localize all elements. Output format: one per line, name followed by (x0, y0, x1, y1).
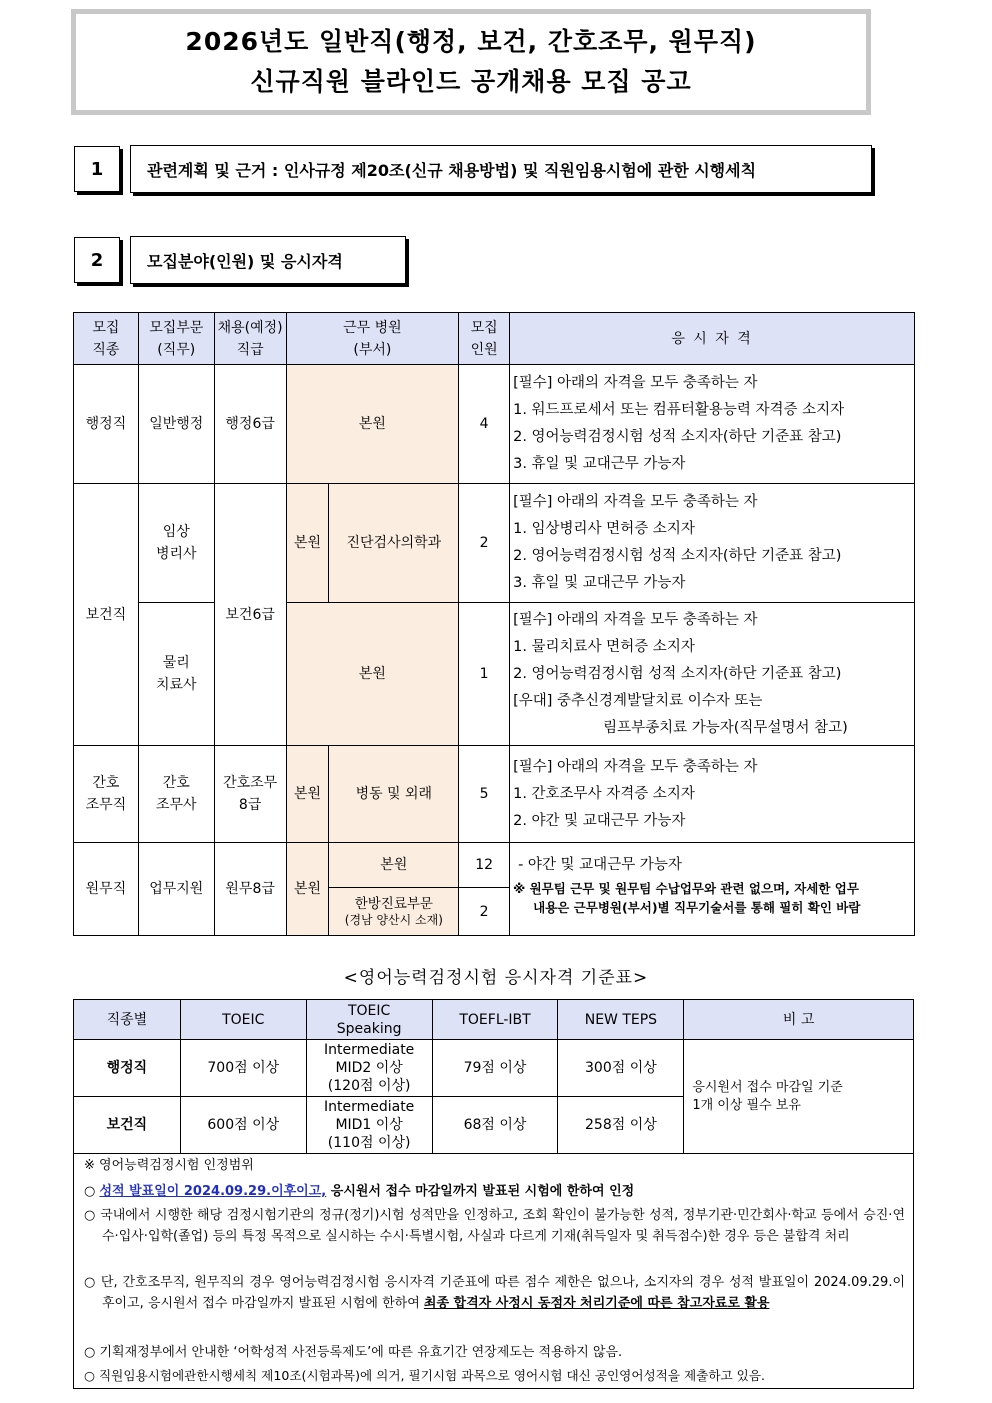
eng-header-speaking: TOEIC Speaking (306, 1000, 432, 1040)
office-count-1: 12 (459, 843, 510, 888)
physio-hospital: 본원 (286, 603, 459, 746)
physio-qualification: [필수] 아래의 자격을 모두 충족하는 자 1. 물리치료사 면허증 소지자 2. 영어능력검정시험 성적 소지자(하단 기준표 참고) [우대] 중추신경계발달치료 이수자 또는 림프부종치료 가능자(직무설명서 참고) (510, 603, 915, 746)
header-row (74, 313, 915, 365)
nurse-hospital: 본원 (286, 746, 329, 843)
header-dept: 모집부문 (직무) (138, 313, 214, 365)
title-line-2: 신규직원 블라인드 공개채용 모집 공고 (250, 67, 692, 96)
clinical-dept: 임상 병리사 (138, 484, 214, 603)
office-qualification: - 야간 및 교대근무 가능자 ※ 원무팀 근무 및 원무팀 수납업무와 관련 없으며, 자세한 업무 내용은 근무병원(부서)별 직무기술서를 통해 필히 확인 바람 (510, 843, 915, 936)
eng-admin-speaking: Intermediate MID2 이상 (120점 이상) (306, 1040, 432, 1097)
clinical-unit: 진단검사의학과 (329, 484, 459, 603)
table-row-physio (74, 603, 915, 746)
eng-health-speaking: Intermediate MID1 이상 (110점 이상) (306, 1097, 432, 1154)
office-unit-1: 본원 (329, 843, 459, 888)
office-grade: 원무8급 (214, 843, 286, 936)
admin-qualification: [필수] 아래의 자격을 모두 충족하는 자 1. 워드프로세서 또는 컴퓨터활용능력 자격증 소지자 2. 영어능력검정시험 성적 소지자(하단 기준표 참고) 3. 휴일 및 교대근무 가능자 (510, 365, 915, 484)
clinical-qualification: [필수] 아래의 자격을 모두 충족하는 자 1. 임상병리사 면허증 소지자 2. 영어능력검정시험 성적 소지자(하단 기준표 참고) 3. 휴일 및 교대근무 가능자 (510, 484, 915, 603)
physio-dept: 물리 치료사 (138, 603, 214, 746)
eng-health-job: 보건직 (74, 1097, 181, 1154)
nurse-grade: 간호조무 8급 (214, 746, 286, 843)
table-row-admin (74, 365, 915, 484)
eng-header-teps: NEW TEPS (558, 1000, 684, 1040)
english-notes (73, 1154, 914, 1389)
section-1-number: 1 (74, 146, 120, 192)
clinical-count: 2 (459, 484, 510, 603)
health-jobtype: 보건직 (74, 484, 139, 746)
eng-admin-job: 행정직 (74, 1040, 181, 1097)
eng-header-remark: 비 고 (684, 1000, 914, 1040)
eng-header-toefl: TOEFL-IBT (432, 1000, 558, 1040)
nurse-jobtype: 간호 조무직 (74, 746, 139, 843)
admin-count: 4 (459, 365, 510, 484)
english-requirement-table (73, 999, 914, 1154)
admin-hospital: 본원 (286, 365, 459, 484)
header-qualification: 응 시 자 격 (510, 313, 915, 365)
nurse-dept: 간호 조무사 (138, 746, 214, 843)
admin-dept: 일반행정 (138, 365, 214, 484)
eng-health-toeic: 600점 이상 (180, 1097, 306, 1154)
office-dept: 업무지원 (138, 843, 214, 936)
note-item-2: ○ 국내에서 시행한 해당 검정시험기관의 정규(정기)시험 성적만을 인정하고, 조회 확인이 불가능한 성적, 정부기관·민간회사·학교 등에서 승진·연수·입사·입학(졸업) 등의 특정 목적으로 실시하는 수시·특별시험, 사실과 다르게 기재(취득일자 및 취득점수)한 경우 등은 불합격 처리 (84, 1208, 906, 1244)
health-grade: 보건6급 (214, 484, 286, 746)
header-grade: 채용(예정) 직급 (214, 313, 286, 365)
note-heading: ※ 영어능력검정시험 인정범위 (84, 1158, 254, 1173)
header-jobtype: 모집 직종 (74, 313, 139, 365)
eng-header-job: 직종별 (74, 1000, 181, 1040)
eng-admin-toefl: 79점 이상 (432, 1040, 558, 1097)
header-hospital: 근무 병원 (부서) (286, 313, 459, 365)
admin-jobtype: 행정직 (74, 365, 139, 484)
table-row-office-1 (74, 843, 915, 888)
table-row-nurse (74, 746, 915, 843)
nurse-qualification: [필수] 아래의 자격을 모두 충족하는 자 1. 간호조무사 자격증 소지자 2. 야간 및 교대근무 가능자 (510, 746, 915, 843)
eng-health-teps: 258점 이상 (558, 1097, 684, 1154)
eng-admin-toeic: 700점 이상 (180, 1040, 306, 1097)
office-jobtype: 원무직 (74, 843, 139, 936)
note-item-3: ○ 단, 간호조무직, 원무직의 경우 영어능력검정시험 응시자격 기준표에 따른 점수 제한은 없으나, 소지자의 경우 성적 발표일이 2024.09.29.이후이고, 응시원서 접수 마감일까지 발표된 시험에 한하여 최종 합격자 사정시 동점자 처리기준에 따른 참고자료로 활용 (84, 1275, 906, 1311)
clinical-hospital: 본원 (286, 484, 329, 603)
eng-header-toeic: TOEIC (180, 1000, 306, 1040)
office-count-2: 2 (459, 888, 510, 936)
header-count: 모집 인원 (459, 313, 510, 365)
office-hospital: 본원 (286, 843, 329, 936)
eng-remark: 응시원서 접수 마감일 기준 1개 이상 필수 보유 (684, 1040, 914, 1154)
announcement-title (71, 9, 871, 115)
title-line-1: 2026년도 일반직(행정, 보건, 간호조무, 원무직) (185, 27, 757, 56)
nurse-unit: 병동 및 외래 (329, 746, 459, 843)
english-row-admin (74, 1040, 914, 1097)
recruitment-table (73, 312, 915, 936)
section-2-number: 2 (74, 237, 120, 283)
note-item-4: ○ 기획재정부에서 안내한 ‘어학성적 사전등록제도’에 따른 유효기간 연장제도는 적용하지 않음. (84, 1345, 623, 1360)
english-header-row (74, 1000, 914, 1040)
eng-admin-teps: 300점 이상 (558, 1040, 684, 1097)
nurse-count: 5 (459, 746, 510, 843)
section-2-heading: 모집분야(인원) 및 응시자격 (130, 236, 406, 284)
note-item-5: ○ 직원임용시험에관한시행세칙 제10조(시험과목)에 의거, 필기시험 과목으로 영어시험 대신 공인영어성적을 제출하고 있음. (84, 1368, 766, 1383)
eng-health-toefl: 68점 이상 (432, 1097, 558, 1154)
section-1-heading: 관련계획 및 근거 : 인사규정 제20조(신규 채용방법) 및 직원임용시험에 관한 시행세칙 (130, 145, 872, 193)
physio-count: 1 (459, 603, 510, 746)
admin-grade: 행정6급 (214, 365, 286, 484)
table-row-clinical (74, 484, 915, 603)
office-unit-2: 한방진료부문 (경남 양산시 소재) (329, 888, 459, 936)
english-table-caption: <영어능력검정시험 응시자격 기준표> (343, 968, 649, 988)
note-item-1: ○ 성적 발표일이 2024.09.29.이후이고, 응시원서 접수 마감일까지 발표된 시험에 한하여 인정 (84, 1184, 635, 1199)
